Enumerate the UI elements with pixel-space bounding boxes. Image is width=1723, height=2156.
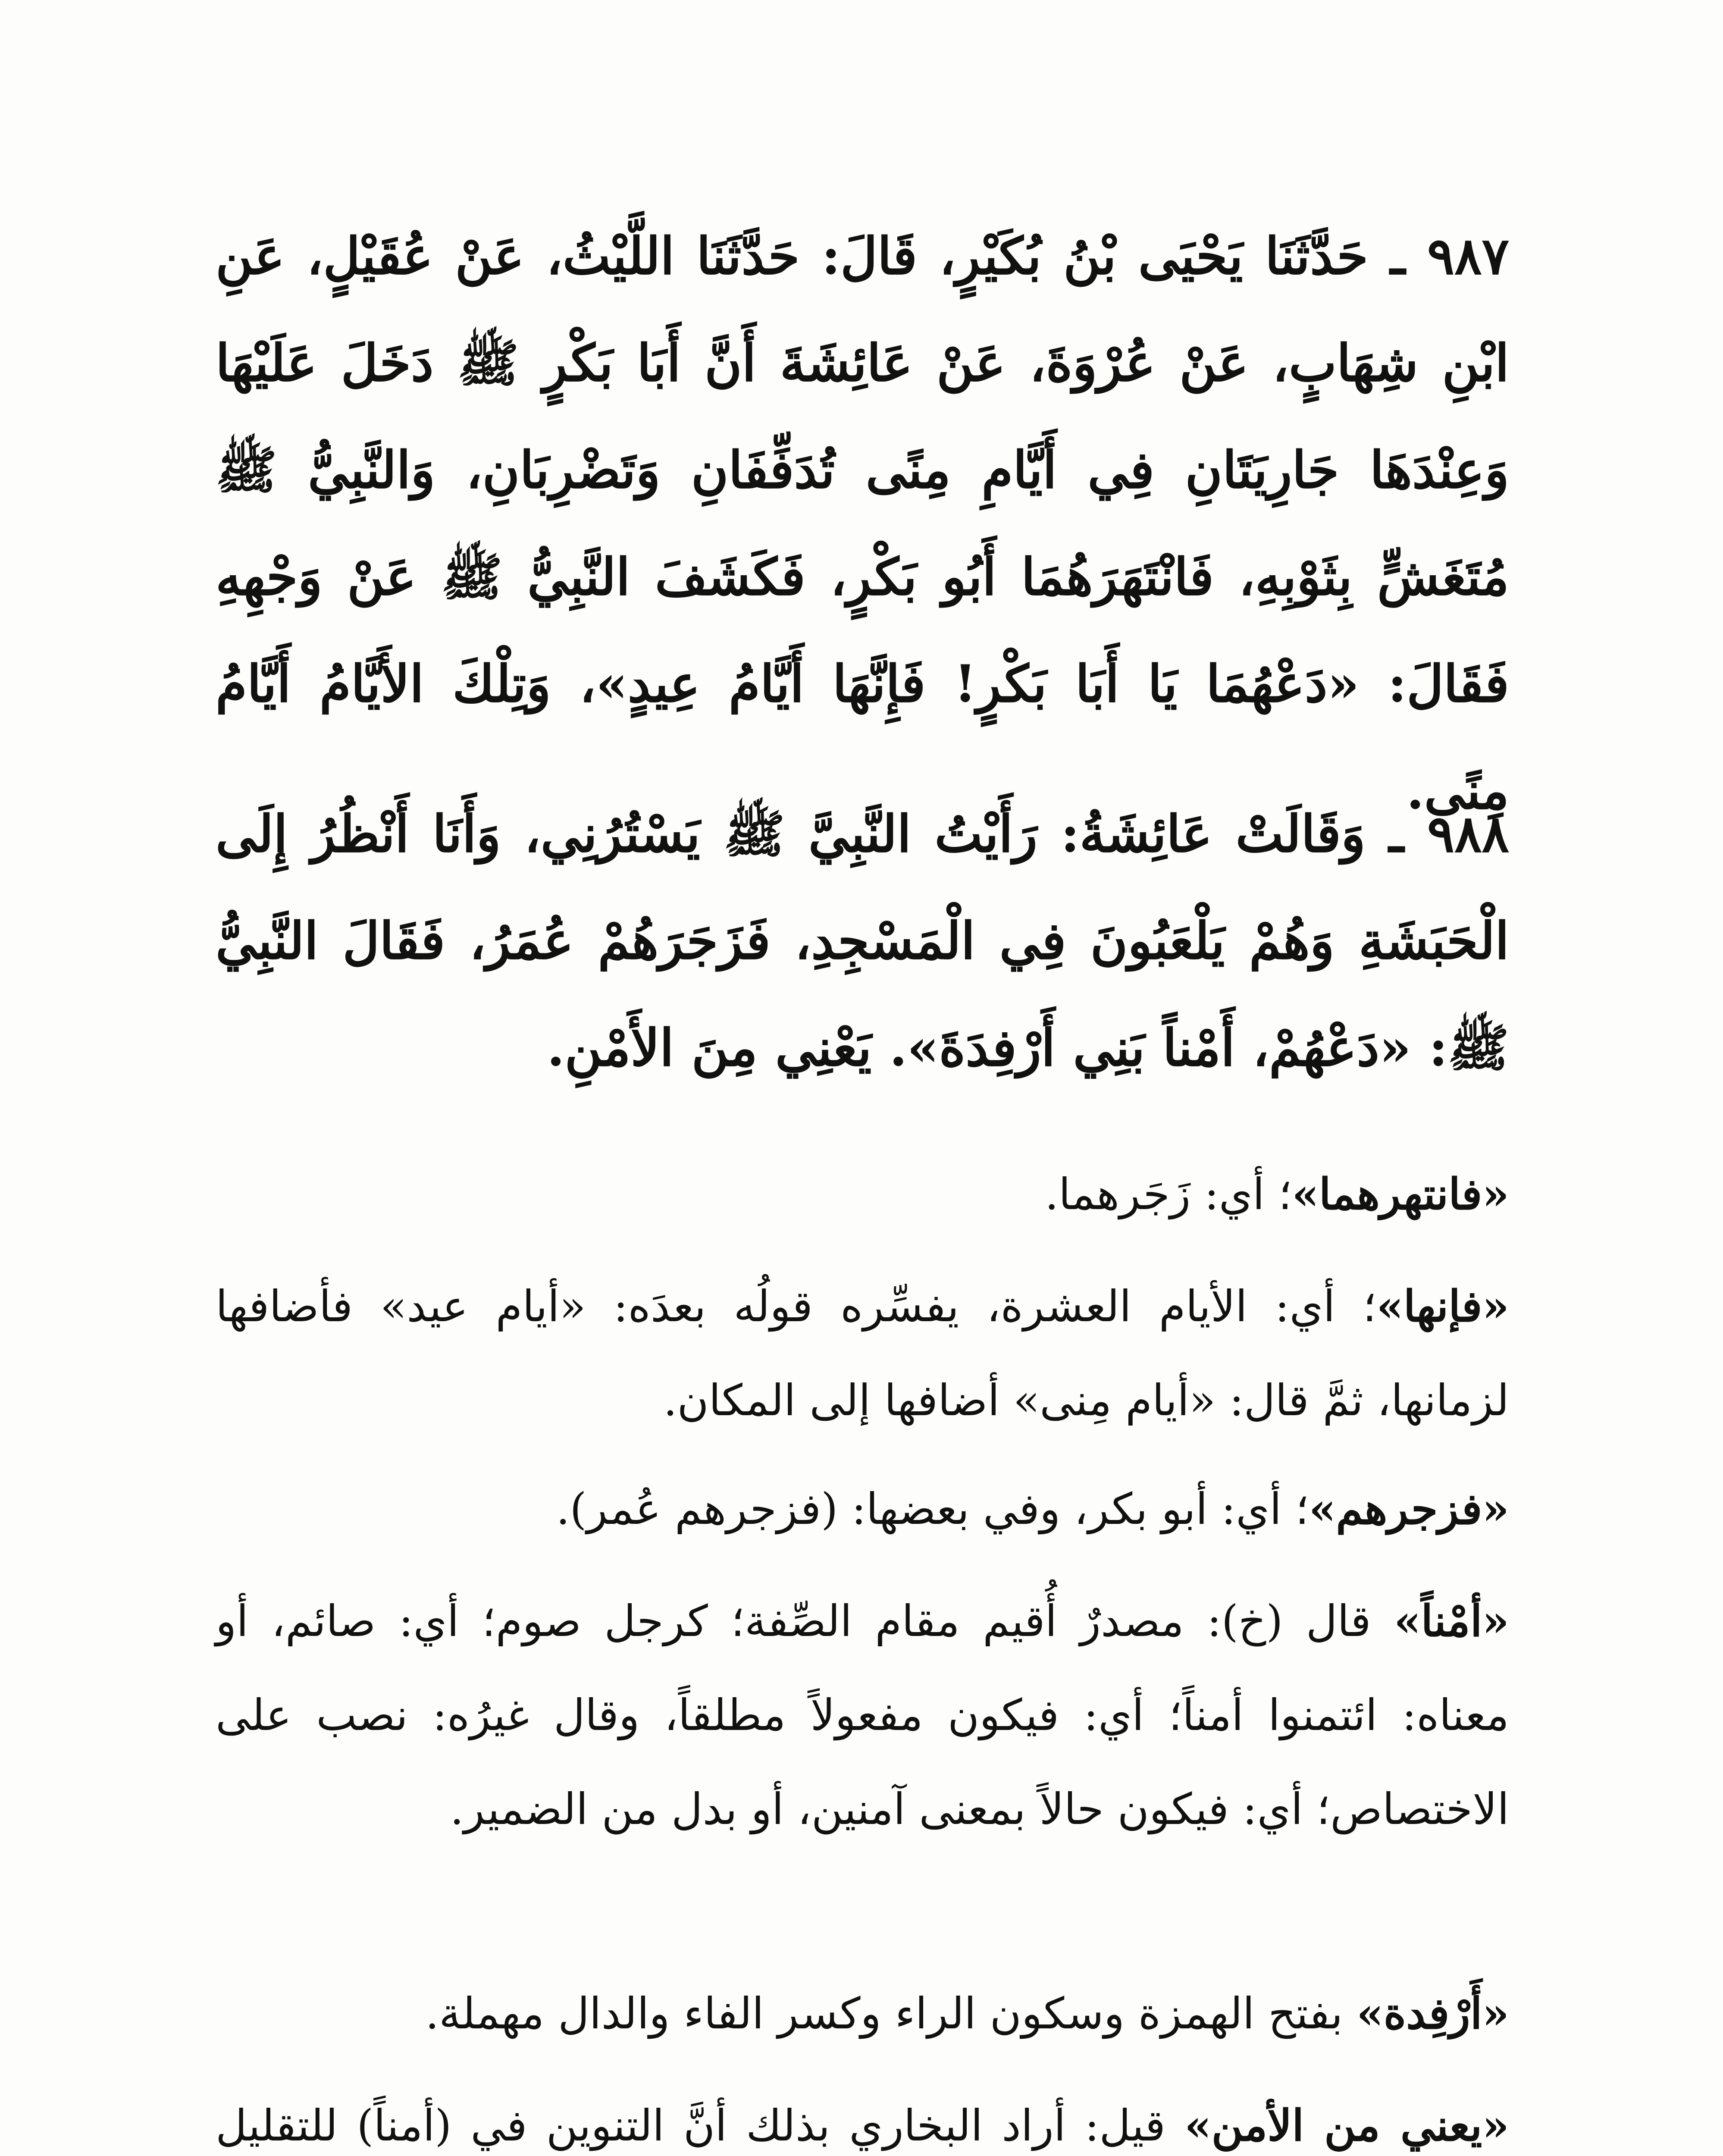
commentary-text: ؛ أي: الأيام العشرة، يفسِّره قولُه بعدَه: «أيام عيد» فأضافها لزمانها، ثمَّ قال: «أيام مِنى» أضافها إلى المكان. xyxy=(216,1281,1509,1426)
commentary-paragraph xyxy=(216,1147,1509,1241)
commentary-text: ؛ أي: أبو بكر، وفي بعضها: (فزجرهم عُمر). xyxy=(556,1484,1309,1534)
commentary-paragraph xyxy=(216,1462,1509,1556)
commentary-lemma: «أَرْفِدة» xyxy=(1356,1988,1509,2039)
commentary-text: قال (خ): مصدرٌ أُقيم مقام الصِّفة؛ كرجل صوم؛ أي: صائم، أو معناه: ائتمنوا أمناً؛ أي: فيكون مفعولاً مطلقاً، وقال غيرُه: نصب على الاختصاص؛ أي: فيكون حالاً بمعنى آمنين، أو بدل من الضمير. xyxy=(216,1596,1509,1834)
hadith-988 xyxy=(216,780,1509,1101)
commentary-paragraph xyxy=(216,1966,1509,2061)
hadith-987 xyxy=(216,203,1509,844)
commentary-lemma: «فإنها» xyxy=(1376,1281,1509,1332)
commentary-lemma: «يعني من الأمن» xyxy=(1184,2100,1509,2151)
commentary-lemma: «فانتهرهما» xyxy=(1292,1169,1509,1219)
commentary-lemma: «أمْناً» xyxy=(1394,1595,1509,1646)
commentary-text: قيل: أراد البخاري بذلك أنَّ التنوين في (أمناً) للتقليل xyxy=(216,2100,1166,2151)
hadith-number: ٩٨٧ ـ xyxy=(1390,226,1509,286)
hadith-text: وَقَالَتْ عَائِشَةُ: رَأَيْتُ النَّبِيَّ ﷺ يَسْتُرُنِي، وَأَنَا أَنْظُرُ إِلَى الْحَبَشَةِ وَهُمْ يَلْعَبُونَ فِي الْمَسْجِدِ، فَزَجَرَهُمْ عُمَرُ، فَقَالَ النَّبِيُّ ﷺ: «دَعْهُمْ، أَمْناً بَنِي أَرْفِدَةَ». يَعْنِي مِنَ الأَمْنِ. xyxy=(216,804,1509,1078)
commentary-paragraph xyxy=(216,1574,1509,1856)
hadith-text: حَدَّثَنَا يَحْيَى بْنُ بُكَيْرٍ، قَالَ: حَدَّثَنَا اللَّيْثُ، عَنْ عُقَيْلٍ، عَنِ ابْنِ شِهَابٍ، عَنْ عُرْوَةَ، عَنْ عَائِشَةَ أَنَّ أَبَا بَكْرٍ ﷺ دَخَلَ عَلَيْهَا وَعِنْدَهَا جَارِيَتَانِ فِي أَيَّامِ مِنًى تُدَفِّفَانِ وَتَضْرِبَانِ، وَالنَّبِيُّ ﷺ مُتَغَشٍّ بِثَوْبِهِ، فَانْتَهَرَهُمَا أَبُو بَكْرٍ، فَكَشَفَ النَّبِيُّ ﷺ عَنْ وَجْهِهِ فَقَالَ: «دَعْهُمَا يَا أَبَا بَكْرٍ! فَإِنَّهَا أَيَّامُ عِيدٍ»، وَتِلْكَ الأَيَّامُ أَيَّامُ مِنًى. xyxy=(216,226,1509,821)
commentary-paragraph xyxy=(216,2078,1509,2156)
hadith-number: ٩٨٨ ـ xyxy=(1389,804,1510,864)
commentary-text: ؛ أي: زَجَرهما. xyxy=(1045,1169,1292,1219)
commentary-text: بفتح الهمزة وسكون الراء وكسر الفاء والدال مهملة. xyxy=(425,1988,1357,2039)
commentary-lemma: «فزجرهم» xyxy=(1309,1483,1509,1534)
commentary-paragraph xyxy=(216,1259,1509,1448)
